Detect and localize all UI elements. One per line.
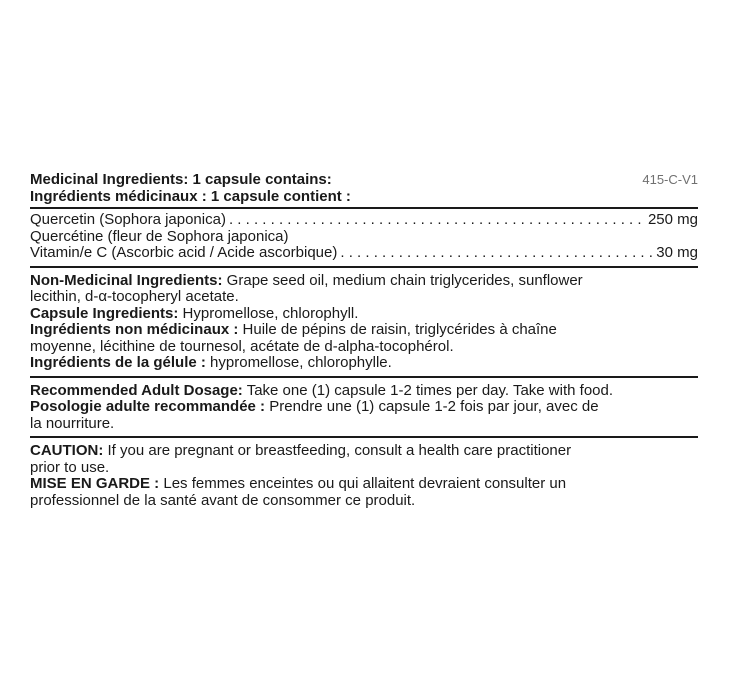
medicinal-header-fr: Ingrédients médicinaux : 1 capsule contient : bbox=[30, 187, 351, 205]
ingredient-row-quercetine-fr bbox=[30, 229, 698, 246]
medicinal-header bbox=[30, 172, 698, 205]
ingredient-name: Vitamin/e C (Ascorbic acid / Acide ascorbique) bbox=[30, 244, 338, 261]
supplement-label-panel bbox=[30, 172, 698, 513]
caution-fr-text-2: professionnel de la santé avant de consommer ce produit. bbox=[30, 491, 416, 509]
ingredient-row-vitamin-c bbox=[30, 245, 698, 262]
capsule-ingredients-en bbox=[30, 306, 698, 323]
medicinal-header-en: Medicinal Ingredients: 1 capsule contains: bbox=[30, 171, 332, 188]
non-medicinal-fr bbox=[30, 322, 698, 355]
gelule-ingredients-label: Ingrédients de la gélule : bbox=[30, 354, 206, 371]
dot-leader bbox=[340, 245, 653, 262]
non-medicinal-fr-text-2: moyenne, lécithine de tournesol, acétate de d-alpha-tocophérol. bbox=[30, 337, 454, 355]
dosage-en bbox=[30, 383, 698, 400]
gelule-ingredients-text: hypromellose, chlorophylle. bbox=[205, 354, 392, 371]
caution-section bbox=[30, 438, 698, 513]
dosage-fr bbox=[30, 399, 698, 432]
capsule-ingredients-text: Hypromellose, chlorophyll. bbox=[178, 304, 359, 322]
medicinal-ingredients-list bbox=[30, 209, 698, 266]
caution-fr-text-1: Les femmes enceintes ou qui allaitent devraient consulter un bbox=[159, 475, 567, 492]
product-code: 415-C-V1 bbox=[642, 172, 698, 187]
caution-fr bbox=[30, 476, 698, 509]
ingredient-amount: 250 mg bbox=[647, 211, 698, 228]
non-medicinal-fr-label: Ingrédients non médicinaux : bbox=[30, 321, 239, 338]
non-medicinal-en-text-1: Grape seed oil, medium chain triglycerides, sunflower bbox=[222, 271, 583, 289]
dosage-fr-text-2: la nourriture. bbox=[30, 414, 115, 432]
non-medicinal-section bbox=[30, 268, 698, 376]
ingredient-amount: 30 mg bbox=[656, 244, 698, 261]
non-medicinal-en bbox=[30, 273, 698, 306]
dosage-section bbox=[30, 378, 698, 437]
dot-leader bbox=[229, 212, 645, 229]
dosage-en-text: Take one (1) capsule 1-2 times per day. Take with food. bbox=[242, 381, 614, 399]
non-medicinal-fr-text-1: Huile de pépins de raisin, triglycérides à chaîne bbox=[238, 321, 557, 338]
caution-en-label: CAUTION: bbox=[30, 442, 104, 459]
non-medicinal-en-text-2: lecithin, d-α-tocopheryl acetate. bbox=[30, 288, 239, 305]
ingredient-name: Quercetin (Sophora japonica) bbox=[30, 211, 226, 228]
gelule-ingredients-fr bbox=[30, 355, 698, 372]
ingredient-name: Quercétine (fleur de Sophora japonica) bbox=[30, 227, 289, 245]
dosage-fr-label: Posologie adulte recommandée : bbox=[30, 398, 266, 415]
caution-en-text-1: If you are pregnant or breastfeeding, consult a health care practitioner bbox=[103, 442, 572, 459]
capsule-ingredients-label: Capsule Ingredients: bbox=[30, 304, 179, 322]
caution-fr-label: MISE EN GARDE : bbox=[30, 475, 160, 492]
dosage-fr-text-1: Prendre une (1) capsule 1-2 fois par jour, avec de bbox=[265, 398, 599, 415]
caution-en-text-2: prior to use. bbox=[30, 458, 110, 476]
dosage-en-label: Recommended Adult Dosage: bbox=[30, 381, 243, 399]
ingredient-row-quercetin bbox=[30, 212, 698, 229]
caution-en bbox=[30, 443, 698, 476]
non-medicinal-en-label: Non-Medicinal Ingredients: bbox=[30, 271, 223, 289]
